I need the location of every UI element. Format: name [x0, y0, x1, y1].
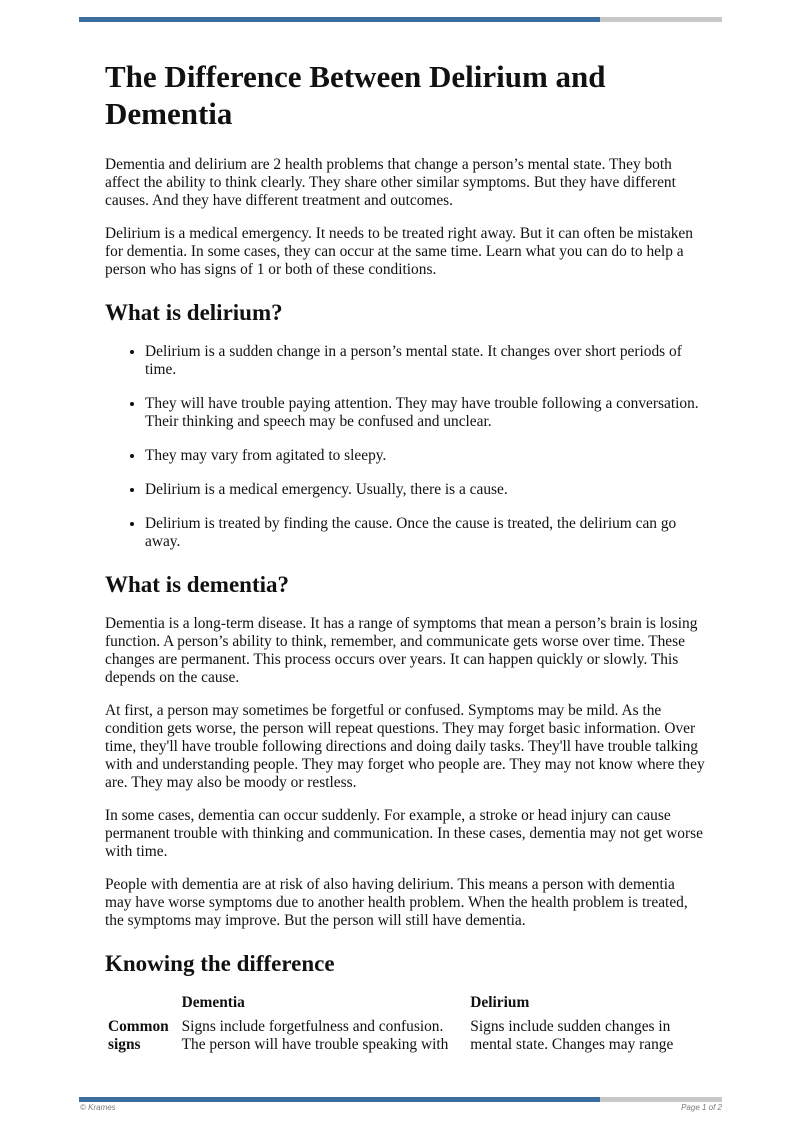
- delirium-list: [105, 343, 705, 551]
- list-item: • They may vary from agitated to sleepy.: [145, 447, 705, 465]
- dementia-paragraph-4: People with dementia are at risk of also having delirium. This means a person with dementia may have worse symptoms due to another health problem. When the health problem is treated, the symptoms may improve. But the person will still have dementia.: [105, 876, 688, 929]
- dementia-heading: What is dementia?: [105, 572, 289, 597]
- comparison-table: [106, 994, 705, 1054]
- list-item: • They will have trouble paying attention. They may have trouble following a conversation. Their thinking and speech may be confused and unclear.: [145, 395, 705, 431]
- top-progress-bar: [79, 17, 722, 22]
- list-item: • Delirium is treated by finding the cause. Once the cause is treated, the delirium can go away.: [145, 515, 705, 551]
- cell-dementia-signs: Signs include forgetfulness and confusion. The person will have trouble speaking with: [181, 1018, 449, 1053]
- bottom-progress-fill: [79, 1097, 600, 1102]
- difference-heading: Knowing the difference: [105, 951, 335, 976]
- column-header-dementia: Dementia: [181, 994, 245, 1011]
- dementia-paragraph-1: Dementia is a long-term disease. It has a range of symptoms that mean a person’s brain is losing function. A person’s ability to think, remember, and communicate gets worse over time. These changes are permanent. This process occurs over years. It can happen quickly or slowly. This depends on the cause.: [105, 615, 698, 686]
- dementia-paragraph-2: At first, a person may sometimes be forgetful or confused. Symptoms may be mild. As the condition gets worse, the person will repeat questions. They may forget basic information. Over time, they'll have trouble following directions and doing daily tasks. They'll have trouble talking with and understanding people. They may forget who people are. They may not know where they are. They may also be moody or restless.: [105, 702, 705, 791]
- intro-paragraph-1: Dementia and delirium are 2 health problems that change a person’s mental state. They both affect the ability to think clearly. They share other similar symptoms. But they have different causes. And they have different treatment and outcomes.: [105, 156, 676, 209]
- list-item: • Delirium is a sudden change in a person’s mental state. It changes over short periods of time.: [145, 343, 705, 379]
- footer-page-number: Page 1 of 2: [681, 1103, 722, 1112]
- page-title: The Difference Between Delirium and Dementia: [105, 59, 606, 131]
- delirium-heading: What is delirium?: [105, 300, 283, 325]
- footer-copyright: © Krames: [80, 1103, 116, 1112]
- table-row: [106, 1018, 705, 1054]
- dementia-paragraph-3: In some cases, dementia can occur suddenly. For example, a stroke or head injury can cause permanent trouble with thinking and communication. In these cases, dementia may not get worse with time.: [105, 807, 703, 860]
- intro-paragraph-2: Delirium is a medical emergency. It needs to be treated right away. But it can often be mistaken for dementia. In some cases, they can occur at the same time. Learn what you can do to help a person who has signs of 1 or both of these conditions.: [105, 225, 693, 278]
- top-progress-fill: [79, 17, 600, 22]
- cell-delirium-signs: Signs include sudden changes in mental state. Changes may range: [470, 1018, 674, 1053]
- row-label-common-signs: Common signs: [108, 1018, 169, 1053]
- list-item: • Delirium is a medical emergency. Usually, there is a cause.: [145, 481, 705, 499]
- column-header-delirium: Delirium: [470, 994, 530, 1011]
- table-corner-cell: [106, 994, 182, 1018]
- document-body: [105, 58, 705, 1054]
- table-header-row: [106, 994, 705, 1018]
- bottom-progress-bar: [79, 1097, 722, 1102]
